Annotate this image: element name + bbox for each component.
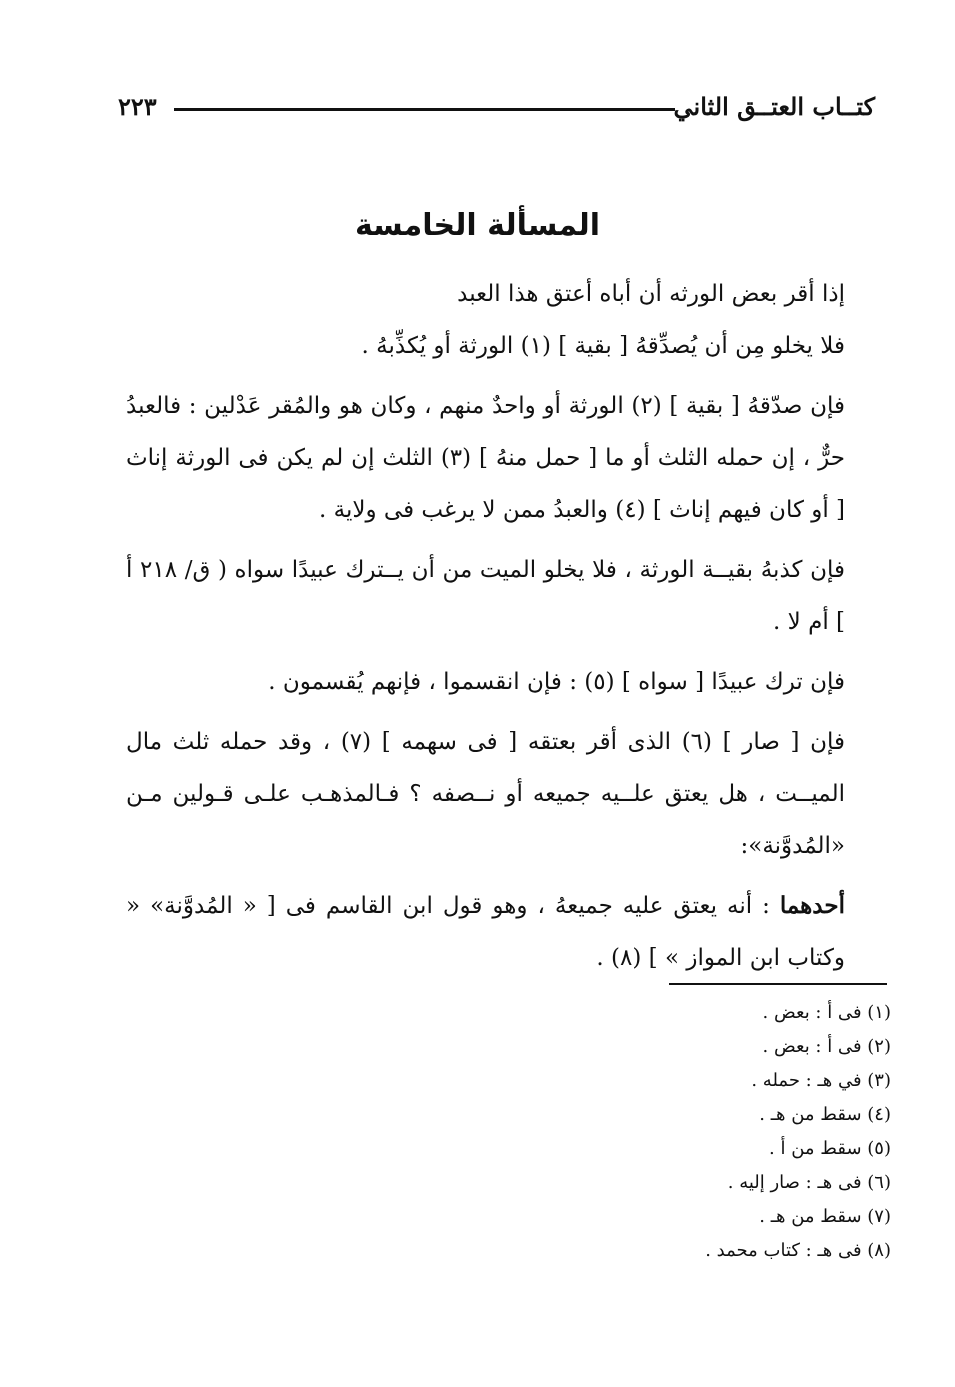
- paragraph-4: فإن كذبهُ بقيــة الورثة ، فلا يخلو الميت من أن يــترك عبيدًا سواه ( ق/ ٢١٨ أ ] أم لا .: [126, 557, 845, 635]
- footnotes: [400, 996, 891, 1268]
- lead-word: أحدهما: [779, 892, 845, 919]
- footnote-5: (٥) سقط من أ .: [769, 1138, 891, 1159]
- section-title: المسألة الخامسة: [354, 208, 601, 243]
- footnote-3: (٣) في هـ : حمله .: [751, 1070, 891, 1091]
- running-header: [118, 88, 875, 128]
- paragraph-2: فلا يخلو مِن أن يُصدِّقهُ [ بقية ] (١) الورثة أو يُكذِّبهُ .: [361, 333, 845, 359]
- paragraph-3: فإن صدّقهُ [ بقية ] (٢) الورثة أو واحدٌ منهم ، وكان هو والمُقر عَدْلين : فالعبدُ حرٌّ ، إن حمله الثلث أو ما [ حمل منهُ ] (٣) الثلث إن لم يكن فى الورثة إناث [ أو كان فيهم إناث ] (٤) والعبدُ ممن لا يرغب فى ولاية .: [126, 393, 846, 523]
- paragraph-6: فإن [ صار ] (٦) الذى أقر بعتقه [ فى سهمه ] (٧) ، وقد حمله ثلث مال الميــت ، هل يعتق علــيه جميعه أو نــصفه ؟ فـالمذهـب علـى قـولين مـن «المُدوَّنة»:: [126, 729, 845, 859]
- paragraph-7: أحدهما : أنه يعتق عليه جميعهُ ، وهو قول ابن القاسم فى [ « المُدوَّنة» « وكتاب ابن المواز » ] (٨) .: [126, 892, 845, 971]
- paragraph-1: إذا أقر بعض الورثه أن أباه أعتق هذا العبد: [457, 281, 845, 307]
- page-number: ٢٢٣: [118, 92, 157, 121]
- footnote-8: (٨) فى هـ : كتاب محمد .: [705, 1240, 891, 1261]
- running-title: كتــاب العتــق الثاني: [673, 92, 875, 121]
- footnote-rule: [669, 983, 887, 985]
- paragraph-5: فإن ترك عبيدًا [ سواه ] (٥) : فإن انقسموا ، فإنهم يُقسمون .: [268, 669, 845, 695]
- footnote-1: (١) فى أ : بعض .: [762, 1002, 891, 1023]
- footnote-4: (٤) سقط من هـ .: [759, 1104, 891, 1125]
- header-rule: [174, 108, 675, 111]
- footnote-6: (٦) فى هـ : صار إليه .: [727, 1172, 891, 1193]
- footnote-2: (٢) فى أ : بعض .: [762, 1036, 891, 1057]
- body-text: [126, 268, 845, 984]
- footnote-7: (٧) سقط من هـ .: [759, 1206, 891, 1227]
